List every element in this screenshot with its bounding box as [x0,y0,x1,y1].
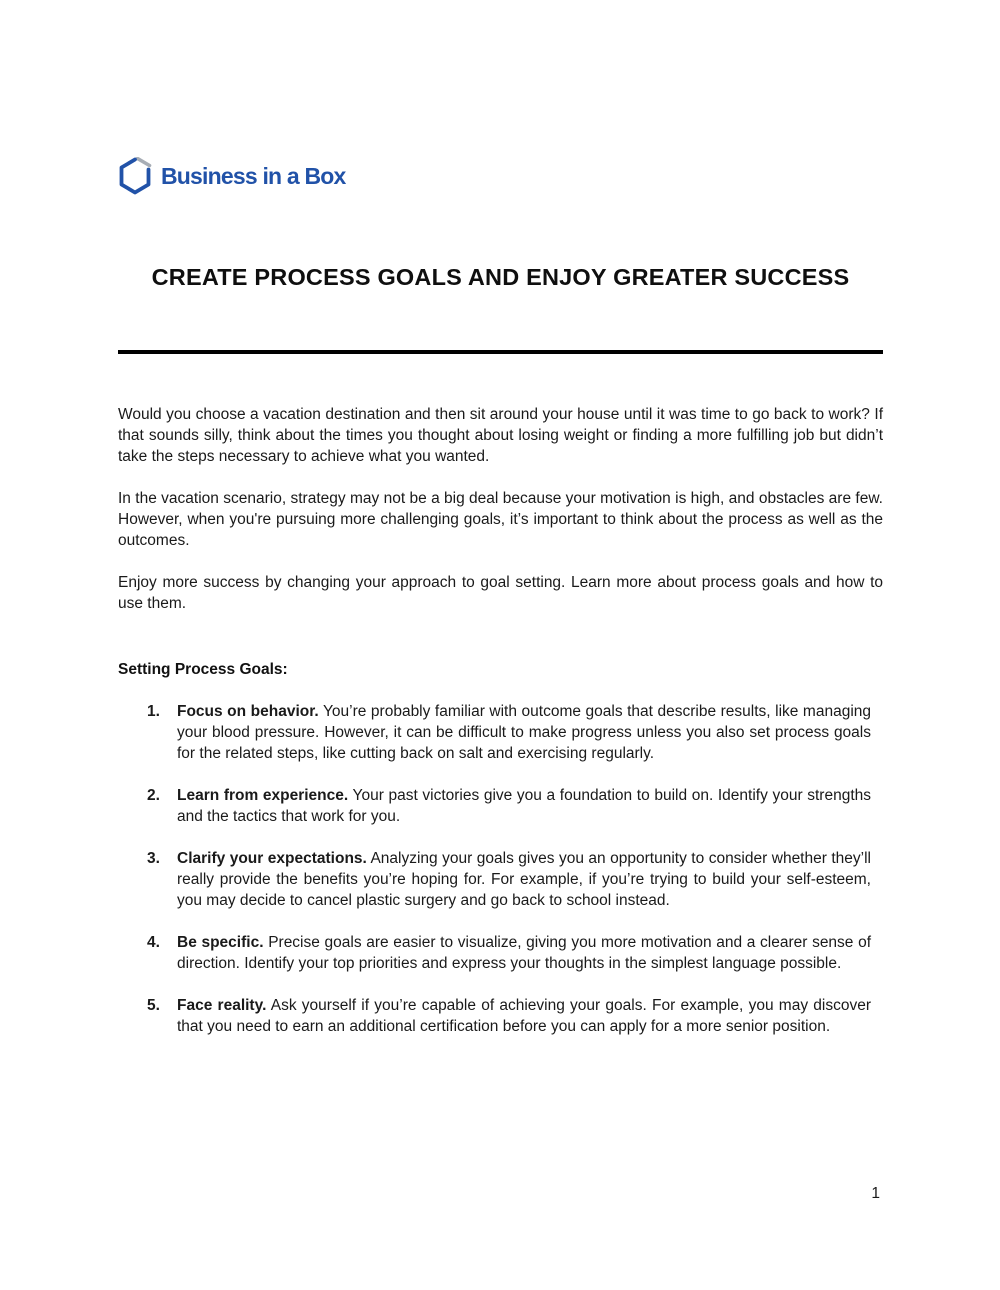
list-item-lead: Face reality. [177,997,267,1014]
section-heading: Setting Process Goals: [118,661,288,678]
list-number: 1. [147,703,160,720]
list-item [118,995,883,1037]
title-divider [118,350,883,354]
list-number: 3. [147,850,160,867]
page-number: 1 [871,1185,880,1202]
list-item-lead: Learn from experience. [177,787,349,804]
list-item-body: Ask yourself if you’re capable of achieving your goals. For example, you may discover that you need to earn an additional certification before you can apply for a more senior position. [177,997,872,1035]
brand-name: Business in a Box [161,162,346,189]
list-item-text [177,701,871,764]
list-item-lead: Focus on behavior. [177,703,319,720]
list-item [118,785,883,827]
list-item-body: Your past victories give you a foundation to build on. Identify your strengths and the tactics that work for you. [177,787,871,825]
list-item-text [177,932,871,974]
list-number: 5. [147,997,160,1014]
list-item-body: Analyzing your goals gives you an opportunity to consider whether they’ll really provide the benefits you’re hoping for. For example, if you’re trying to build your self-esteem, you may decide to cancel plastic surgery and go back to school instead. [177,850,871,909]
process-goals-list [118,701,883,1037]
brand-logo [118,0,883,195]
paragraph-enjoy-success: Enjoy more success by changing your approach to goal setting. Learn more about process goals and how to use them. [118,574,883,612]
list-item-body: You’re probably familiar with outcome goals that describe results, like managing your blood pressure. However, it can be difficult to make progress unless you also set process goals for the related steps, like cutting back on salt and exercising regularly. [177,703,872,762]
document-title: CREATE PROCESS GOALS AND ENJOY GREATER SUCCESS [151,264,850,290]
list-item-text [177,785,871,827]
list-item [118,701,883,764]
list-item-lead: Be specific. [177,934,264,951]
list-item-lead: Clarify your expectations. [177,850,367,867]
hexagon-box-icon [118,157,152,195]
paragraph-vacation-scenario: In the vacation scenario, strategy may not be a big deal because your motivation is high, and obstacles are few. However, when you're pursuing more challenging goals, it’s important to think about the process as well as the outcomes. [118,490,883,549]
list-number: 4. [147,934,160,951]
list-item-text [177,848,871,911]
list-item-text [177,995,871,1037]
list-item [118,848,883,911]
list-item-body: Precise goals are easier to visualize, giving you more motivation and a clearer sense of direction. Identify your top priorities and express your thoughts in the simplest language possible. [177,934,872,972]
list-number: 2. [147,787,160,804]
list-item [118,932,883,974]
paragraph-intro: Would you choose a vacation destination and then sit around your house until it was time to go back to work? If that sounds silly, think about the times you thought about losing weight or finding a more fulfilling job but didn’t take the steps necessary to achieve what you wanted. [118,406,883,465]
